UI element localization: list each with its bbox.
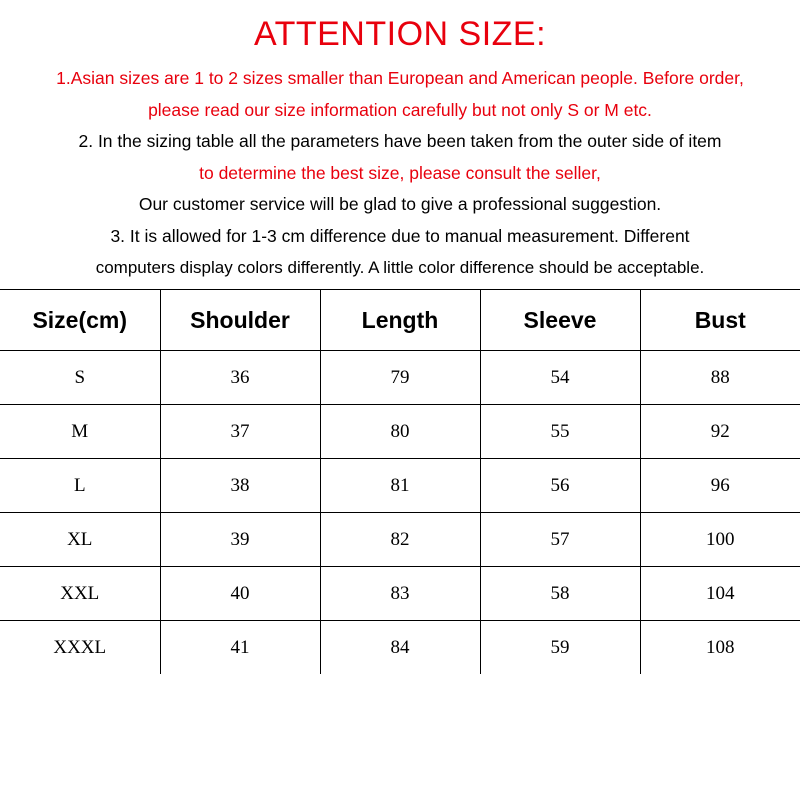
table-row xyxy=(0,459,800,513)
note-line: Our customer service will be glad to give a professional suggestion. xyxy=(138,194,662,215)
cell-size: XXL xyxy=(0,567,160,621)
table-header xyxy=(0,290,800,351)
cell-size: M xyxy=(0,405,160,459)
column-header-shoulder: Shoulder xyxy=(160,290,320,351)
page-title: ATTENTION SIZE: xyxy=(253,15,547,53)
note-line: 2. In the sizing table all the parameters have been taken from the outer side of item xyxy=(78,131,722,152)
note-line: to determine the best size, please consult the seller, xyxy=(199,162,601,183)
note-line: 1.Asian sizes are 1 to 2 sizes smaller than European and American people. Before order, xyxy=(56,68,744,89)
cell-length: 79 xyxy=(320,351,480,405)
cell-shoulder: 38 xyxy=(160,459,320,513)
column-header-sleeve: Sleeve xyxy=(480,290,640,351)
table-row xyxy=(0,513,800,567)
cell-shoulder: 41 xyxy=(160,621,320,675)
table-header-row xyxy=(0,290,800,351)
note-line: 3. It is allowed for 1-3 cm difference due to manual measurement. Different xyxy=(110,225,690,246)
cell-length: 80 xyxy=(320,405,480,459)
cell-shoulder: 39 xyxy=(160,513,320,567)
cell-length: 83 xyxy=(320,567,480,621)
note-line: please read our size information carefully but not only S or M etc. xyxy=(148,99,652,120)
cell-length: 81 xyxy=(320,459,480,513)
cell-size: XXXL xyxy=(0,621,160,675)
size-table xyxy=(0,289,800,674)
cell-shoulder: 37 xyxy=(160,405,320,459)
table-row xyxy=(0,405,800,459)
cell-bust: 92 xyxy=(640,405,800,459)
table-body xyxy=(0,351,800,675)
cell-sleeve: 56 xyxy=(480,459,640,513)
cell-bust: 108 xyxy=(640,621,800,675)
cell-shoulder: 40 xyxy=(160,567,320,621)
cell-bust: 104 xyxy=(640,567,800,621)
cell-bust: 96 xyxy=(640,459,800,513)
cell-sleeve: 58 xyxy=(480,567,640,621)
column-header-length: Length xyxy=(320,290,480,351)
cell-sleeve: 54 xyxy=(480,351,640,405)
cell-size: L xyxy=(0,459,160,513)
table-row xyxy=(0,621,800,675)
cell-sleeve: 55 xyxy=(480,405,640,459)
cell-shoulder: 36 xyxy=(160,351,320,405)
cell-size: XL xyxy=(0,513,160,567)
notes-block xyxy=(0,63,800,283)
cell-sleeve: 57 xyxy=(480,513,640,567)
cell-length: 84 xyxy=(320,621,480,675)
column-header-size: Size(cm) xyxy=(0,290,160,351)
cell-length: 82 xyxy=(320,513,480,567)
cell-bust: 100 xyxy=(640,513,800,567)
cell-size: S xyxy=(0,351,160,405)
cell-bust: 88 xyxy=(640,351,800,405)
table-row xyxy=(0,567,800,621)
table-row xyxy=(0,351,800,405)
column-header-bust: Bust xyxy=(640,290,800,351)
note-line: computers display colors differently. A little color difference should be acceptable. xyxy=(95,258,705,278)
cell-sleeve: 59 xyxy=(480,621,640,675)
